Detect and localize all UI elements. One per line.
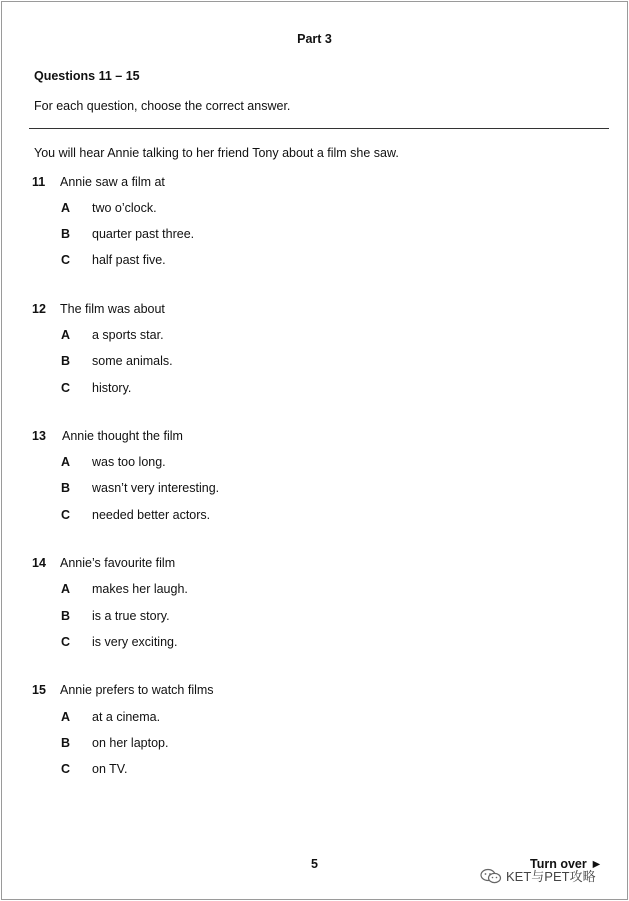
option-text: quarter past three. <box>92 227 195 241</box>
question-stem <box>32 556 175 570</box>
option-letter: A <box>61 710 71 724</box>
question-text: Annie saw a film at <box>60 175 165 189</box>
option-b <box>61 736 168 750</box>
option-b <box>61 227 194 241</box>
question-text: Annie’s favourite film <box>60 556 176 570</box>
turn-over-label: Turn over ► <box>530 857 603 871</box>
question-stem <box>32 683 214 697</box>
option-a <box>61 201 157 215</box>
option-text: is a true story. <box>92 609 170 623</box>
wechat-icon <box>480 868 502 884</box>
exam-page <box>1 1 628 900</box>
option-letter: B <box>61 354 71 368</box>
questions-range: Questions 11 – 15 <box>34 69 140 83</box>
option-text: history. <box>92 381 132 395</box>
intro-text: You will hear Annie talking to her friend Tony about a film she saw. <box>34 146 399 160</box>
option-a <box>61 582 188 596</box>
option-letter: A <box>61 455 71 469</box>
option-text: was too long. <box>92 455 166 469</box>
option-b <box>61 609 170 623</box>
question-stem <box>32 429 183 443</box>
option-letter: C <box>61 381 71 395</box>
page-number: 5 <box>311 857 318 871</box>
option-letter: C <box>61 635 71 649</box>
option-text: is very exciting. <box>92 635 178 649</box>
watermark-text: KET与PET攻略 <box>506 869 596 884</box>
question-number: 11 <box>32 175 46 189</box>
question-text: Annie thought the film <box>62 429 183 443</box>
question-text: Annie prefers to watch films <box>60 683 214 697</box>
option-letter: B <box>61 609 71 623</box>
option-a <box>61 455 166 469</box>
option-letter: B <box>61 481 71 495</box>
option-text: two o’clock. <box>92 201 157 215</box>
question-number: 14 <box>32 556 46 570</box>
option-text: makes her laugh. <box>92 582 188 596</box>
option-c <box>61 762 127 776</box>
option-letter: C <box>61 762 71 776</box>
question-text: The film was about <box>60 302 165 316</box>
option-letter: C <box>61 508 71 522</box>
option-text: some animals. <box>92 354 173 368</box>
question-number: 12 <box>32 302 46 316</box>
option-letter: C <box>61 253 71 267</box>
question-stem <box>32 175 165 189</box>
option-text: needed better actors. <box>92 508 211 522</box>
watermark <box>480 866 596 885</box>
option-b <box>61 354 173 368</box>
option-b <box>61 481 219 495</box>
option-text: half past five. <box>92 253 166 267</box>
option-letter: A <box>61 582 71 596</box>
question-number: 15 <box>32 683 46 697</box>
option-letter: A <box>61 201 71 215</box>
option-a <box>61 328 164 342</box>
option-c <box>61 381 131 395</box>
question-number: 13 <box>32 429 46 443</box>
option-c <box>61 635 177 649</box>
option-letter: B <box>61 736 71 750</box>
option-c <box>61 253 166 267</box>
option-c <box>61 508 210 522</box>
option-text: a sports star. <box>92 328 164 342</box>
option-text: on her laptop. <box>92 736 169 750</box>
option-text: at a cinema. <box>92 710 161 724</box>
option-text: on TV. <box>92 762 128 776</box>
option-letter: B <box>61 227 71 241</box>
option-a <box>61 710 160 724</box>
option-letter: A <box>61 328 71 342</box>
part-title: Part 3 <box>297 32 332 46</box>
divider <box>29 128 609 129</box>
instruction-text: For each question, choose the correct answer. <box>34 99 291 113</box>
question-stem <box>32 302 165 316</box>
option-text: wasn’t very interesting. <box>92 481 220 495</box>
